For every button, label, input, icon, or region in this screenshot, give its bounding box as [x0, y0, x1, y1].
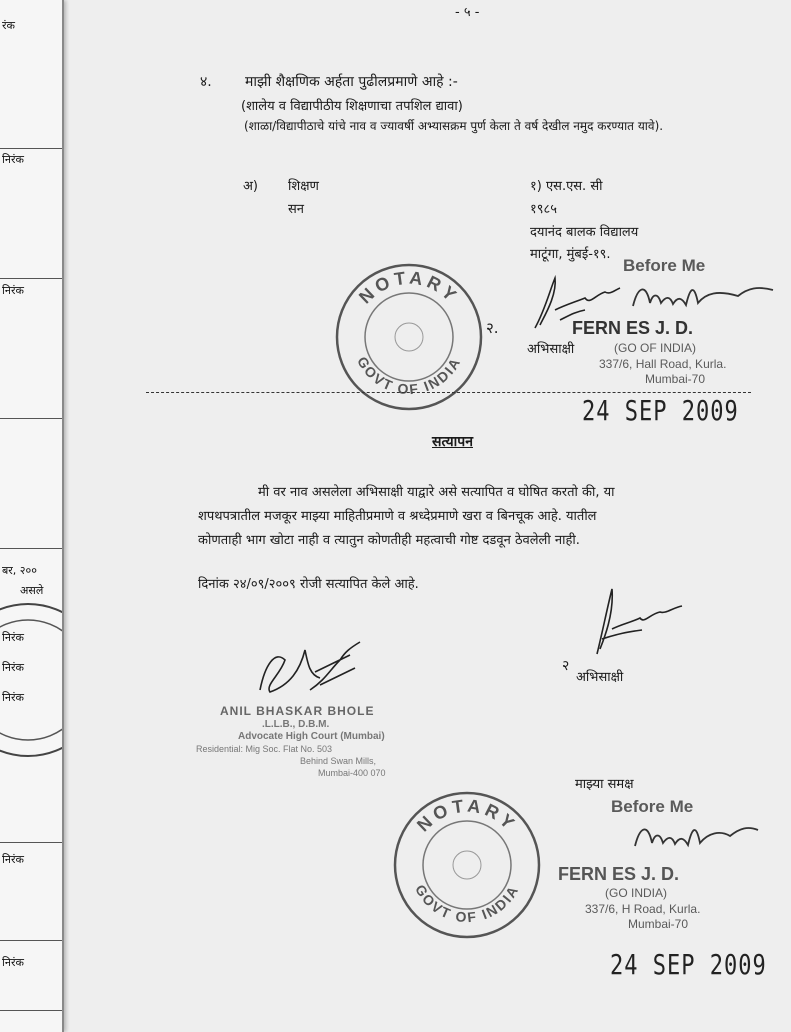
- verification-date: दिनांक २४/०९/२००९ रोजी सत्यापित केले आहे.: [198, 577, 419, 592]
- notary-govt: (GO INDIA): [605, 886, 667, 900]
- strip-label: निरंक: [2, 956, 24, 969]
- year-value: १९८५: [530, 202, 558, 217]
- advocate-signature-icon: [250, 630, 380, 710]
- item-subtext: (शाळा/विद्यापीठाचे यांचे नाव व ज्यावर्षी अभ्यासक्रम पुर्ण केला ते वर्ष देखील नमुद करण्यात यावे).: [244, 119, 664, 133]
- item-number: ४.: [200, 74, 212, 90]
- advocate-court: Advocate High Court (Mumbai): [238, 731, 385, 742]
- strip-label: निरंक: [2, 631, 24, 644]
- date-stamp: 24 SEP 2009: [610, 950, 767, 982]
- section-divider: [146, 392, 751, 393]
- notary-signature-icon: [630, 818, 760, 858]
- advocate-address: Behind Swan Mills,: [300, 756, 377, 766]
- before-me-label: Before Me: [623, 256, 706, 275]
- education-label: शिक्षण: [288, 179, 319, 194]
- notary-govt: (GO OF INDIA): [614, 341, 696, 355]
- signatory-number: २.: [486, 319, 499, 337]
- presence-label: माझ्या समक्ष: [575, 777, 634, 792]
- education-value: १) एस.एस. सी: [530, 179, 603, 194]
- advocate-address: Residential: Mig Soc. Flat No. 503: [196, 744, 333, 754]
- notary-signature-icon: [628, 278, 778, 318]
- notary-name: FERN ES J. D.: [572, 318, 694, 338]
- signatory-number: २: [562, 658, 570, 674]
- advocate-qualification: .L.L.B., D.B.M.: [262, 719, 330, 730]
- strip-label: बर, २००: [2, 564, 37, 577]
- strip-label: निरंक: [2, 691, 24, 704]
- notary-seal-partial: [0, 600, 64, 760]
- strip-label: निरंक: [2, 661, 24, 674]
- strip-label: रंक: [2, 19, 15, 32]
- year-label: सन: [288, 202, 305, 217]
- notary-city: Mumbai-70: [628, 917, 689, 931]
- signatory-label: अभिसाक्षी: [576, 670, 624, 685]
- school-place: माटूंगा, मुंबई-१९.: [530, 247, 611, 262]
- strip-label: निरंक: [2, 153, 24, 166]
- page-number: - ५ -: [455, 5, 480, 20]
- verification-text: शपथपत्रातील मजकूर माझ्या माहितीप्रमाणे व श्रध्देप्रमाणे खरा व बिनचूक आहे. यातील: [198, 509, 597, 524]
- previous-page-edge: [0, 0, 64, 1032]
- strip-label: असले: [20, 584, 44, 597]
- before-me-label: Before Me: [611, 797, 694, 816]
- notary-address: 337/6, Hall Road, Kurla.: [599, 357, 727, 371]
- item-subtext: (शालेय व विद्यापीठीय शिक्षणाचा तपशिल द्यावा): [241, 99, 463, 114]
- svg-text:NOTARY: [413, 796, 521, 836]
- seal-bottom-text: GOVT OF INDIA: [354, 353, 464, 398]
- notary-address: 337/6, H Road, Kurla.: [585, 902, 701, 916]
- advocate-name: ANIL BHASKAR BHOLE: [220, 704, 375, 718]
- verification-text: कोणताही भाग खोटा नाही व त्यातुन कोणतीही महत्वाची गोष्ट दडवून ठेवलेली नाही.: [198, 533, 580, 548]
- education-marker: अ): [243, 179, 259, 194]
- notary-seal-icon: [392, 790, 542, 940]
- section-title: सत्यापन: [432, 434, 473, 450]
- verification-text: मी वर नाव असलेला अभिसाक्षी याद्वारे असे सत्यापित व घोषित करतो की, या: [258, 485, 615, 500]
- seal-top-text: NOTARY: [413, 795, 522, 836]
- notary-city: Mumbai-70: [645, 372, 706, 386]
- school-name: दयानंद बालक विद्यालय: [530, 225, 639, 240]
- notary-name: FERN ES J. D.: [558, 864, 680, 884]
- advocate-address: Mumbai-400 070: [318, 768, 386, 778]
- strip-label: निरंक: [2, 284, 24, 297]
- svg-text:NOTARY: [355, 268, 463, 308]
- signatory-label: अभिसाक्षी: [527, 342, 575, 357]
- seal-top-text: NOTARY: [355, 267, 464, 308]
- date-stamp: 24 SEP 2009: [582, 396, 739, 428]
- seal-bottom-text: GOVT OF INDIA: [412, 881, 522, 926]
- item-heading: माझी शैक्षणिक अर्हता पुढीलप्रमाणे आहे :-: [245, 74, 458, 90]
- svg-text:GOVT OF INDIA: [354, 354, 464, 398]
- svg-text:GOVT OF INDIA: [412, 882, 522, 926]
- signature-icon: [582, 584, 692, 664]
- notary-seal-icon: [334, 262, 484, 412]
- strip-label: निरंक: [2, 853, 24, 866]
